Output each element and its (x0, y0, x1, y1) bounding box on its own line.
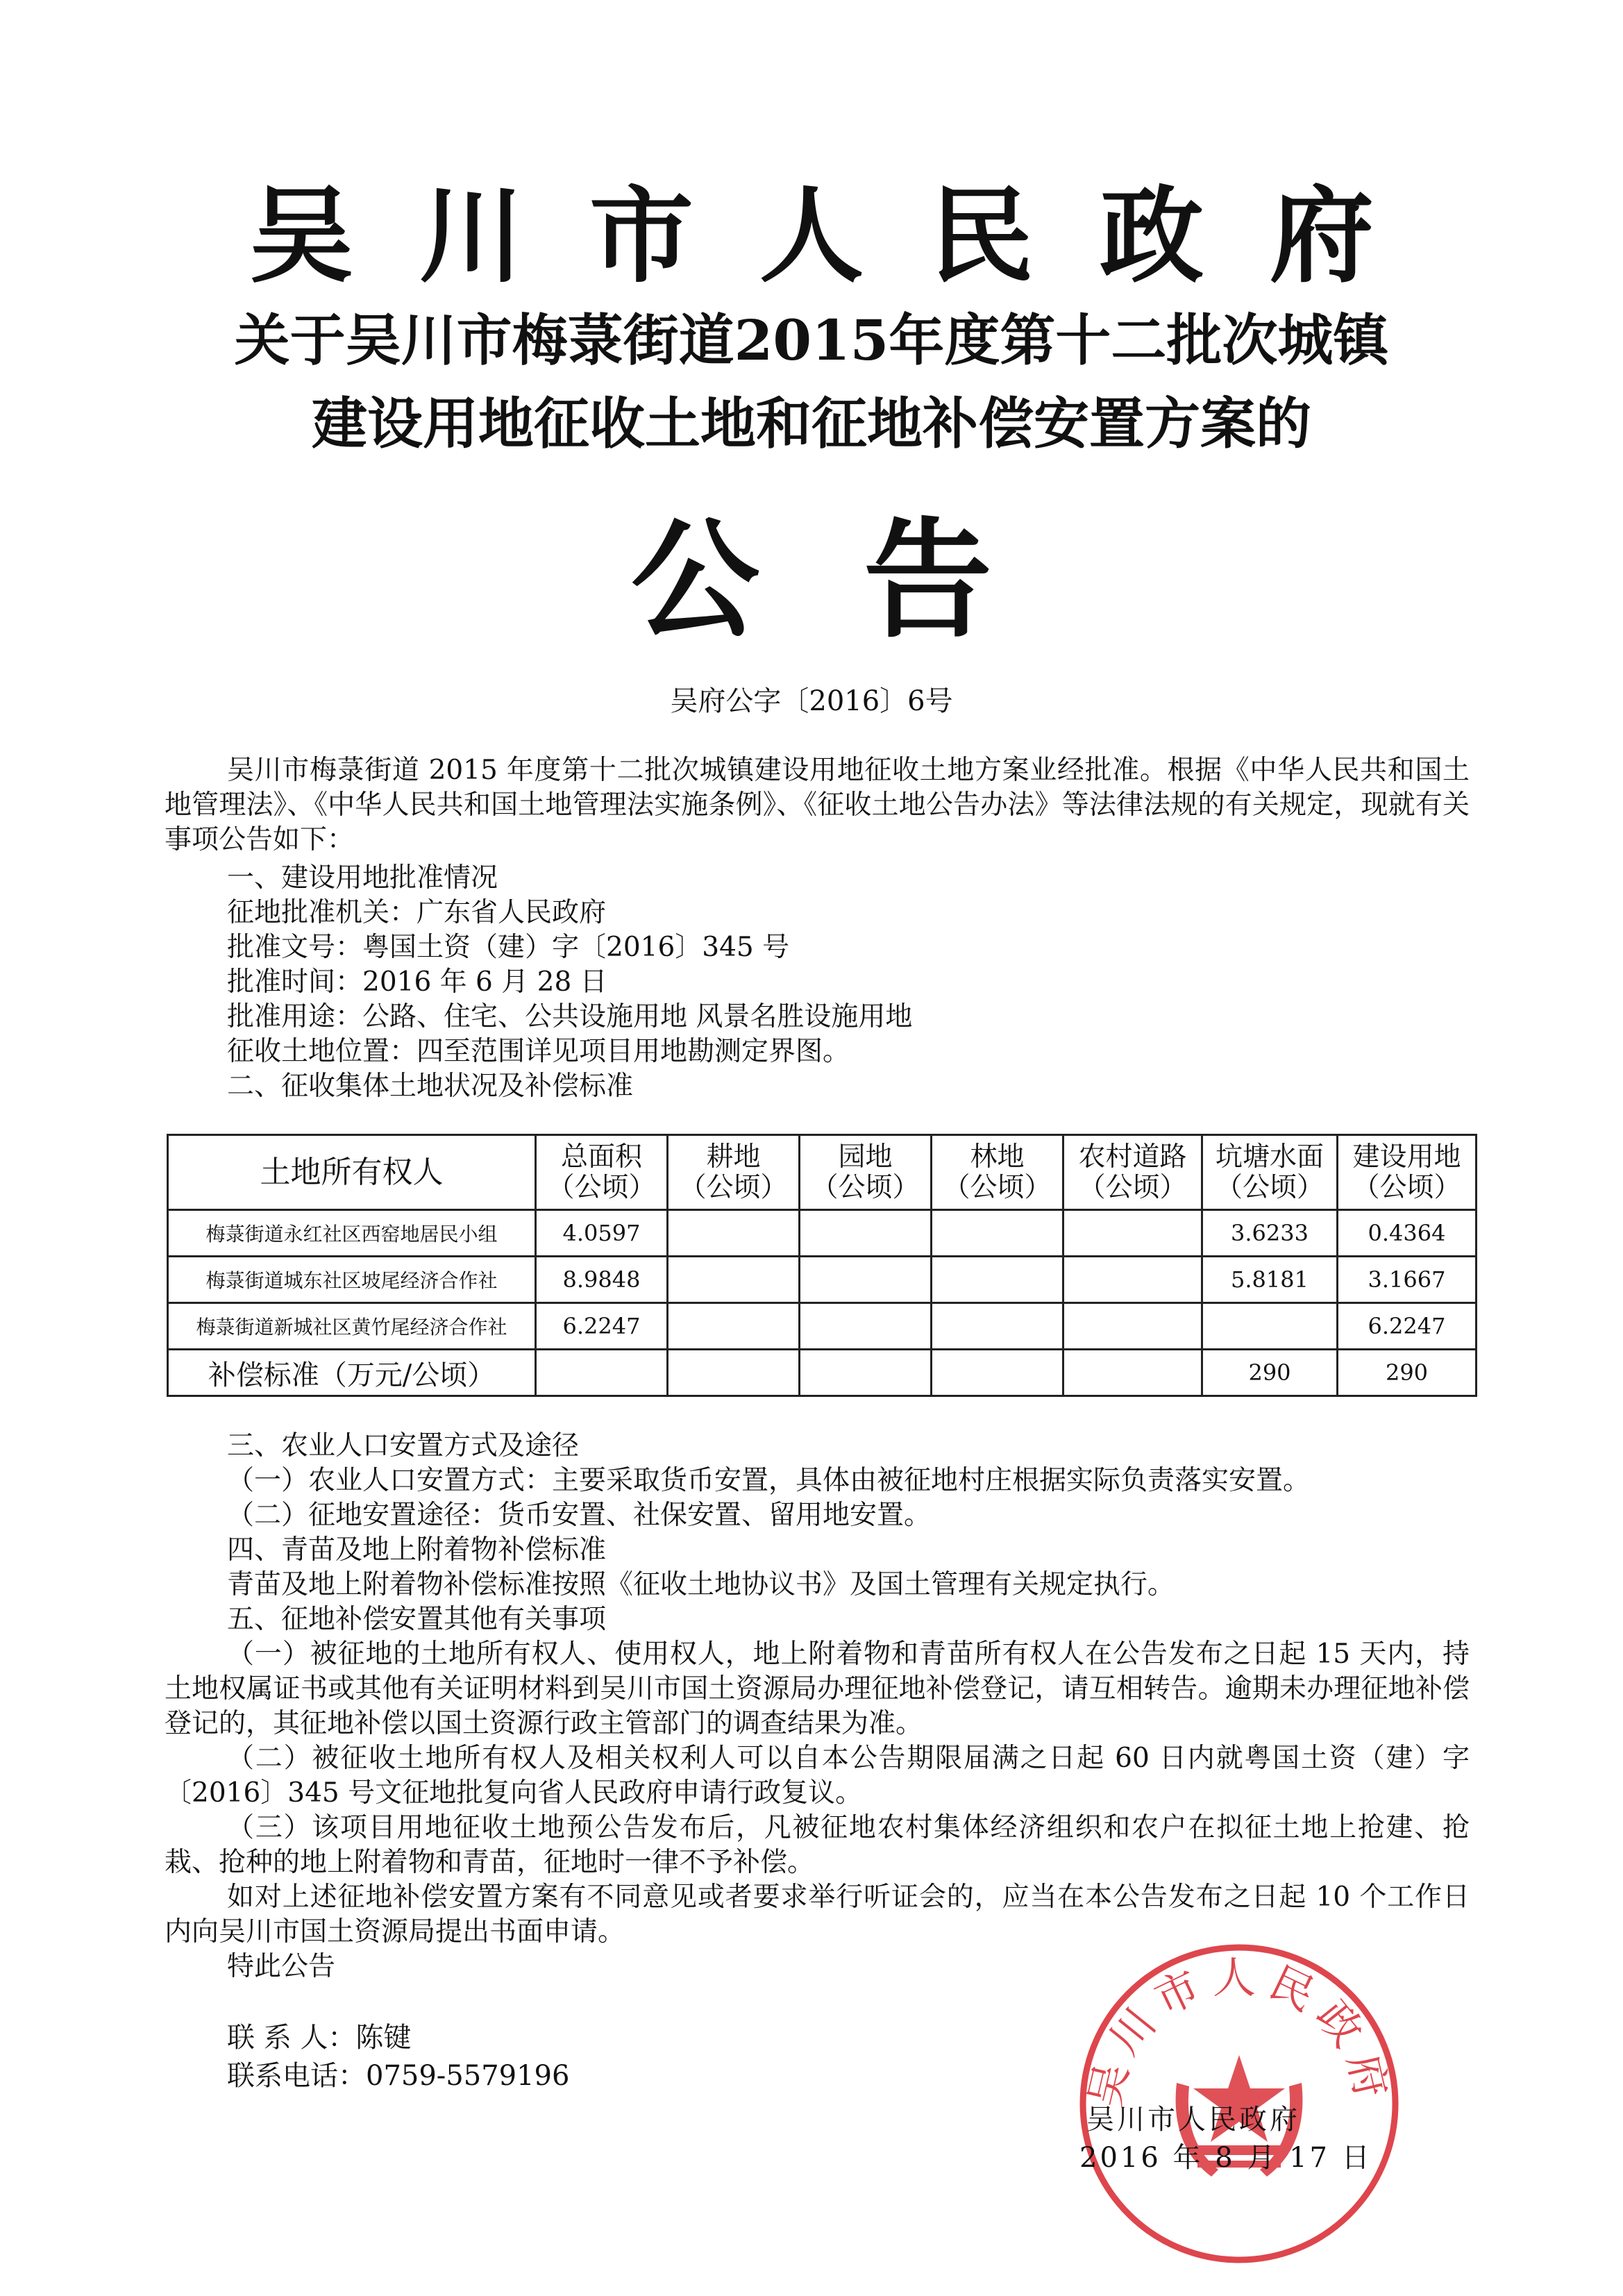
section-3-item-2: （二）征地安置途径：货币安置、社保安置、留用地安置。 (227, 1500, 932, 1531)
section-4-heading: 四、青苗及地上附着物补偿标准 (227, 1534, 607, 1566)
subtitle-line-2: 建设用地征收土地和征地补偿安置方案的 (312, 391, 1311, 456)
standard-rural-road (1063, 1350, 1202, 1396)
signature-date: 2016 年 8 月 17 日 (1079, 2142, 1372, 2174)
section-5-item-2: （二）被征收土地所有权人及相关权利人可以自本公告期限届满之日起 60 日内就粤国土资（建）字〔2016〕345 号文征地批复向省人民政府申请行政复议。 (165, 1743, 1470, 1809)
cell-construction-land: 3.1667 (1338, 1257, 1477, 1303)
standard-total-area (536, 1350, 668, 1396)
table-row (168, 1210, 1477, 1257)
header-pond-water (1202, 1135, 1338, 1210)
cell-rural-road (1063, 1303, 1202, 1350)
land-table (167, 1134, 1477, 1397)
land-location: 征收土地位置：四至范围详见项目用地勘测定界图。 (227, 1036, 850, 1067)
standard-farmland (668, 1350, 800, 1396)
header-total-area (536, 1135, 668, 1210)
approval-authority: 征地批准机关：广东省人民政府 (227, 897, 607, 928)
cell-owner: 梅菉街道新城社区黄竹尾经济合作社 (168, 1303, 536, 1350)
cell-forest (932, 1303, 1063, 1350)
cell-owner: 梅菉街道城东社区坡尾经济合作社 (168, 1257, 536, 1303)
subtitle-line-1: 关于吴川市梅菉街道2015年度第十二批次城镇 (234, 308, 1389, 373)
cell-rural-road (1063, 1257, 1202, 1303)
header-owner: 土地所有权人 (168, 1135, 536, 1210)
compensation-standard-row (168, 1350, 1477, 1396)
section-3-item-1: （一）农业人口安置方式：主要采取货币安置，具体由被征地村庄根据实际负责落实安置。 (227, 1465, 1311, 1496)
standard-construction-land: 290 (1338, 1350, 1477, 1396)
cell-pond-water: 3.6233 (1202, 1210, 1338, 1257)
header-total-area-label: 总面积 （公顷） (547, 1141, 656, 1203)
section-5-heading: 五、征地补偿安置其他有关事项 (227, 1604, 607, 1635)
cell-total-area: 8.9848 (536, 1257, 668, 1303)
header-farmland-label: 耕地 （公顷） (679, 1141, 788, 1203)
cell-garden (800, 1257, 932, 1303)
header-rural-road-label: 农村道路 （公顷） (1078, 1141, 1187, 1203)
compensation-standard-label: 补偿标准（万元/公顷） (168, 1350, 536, 1396)
section-3-heading: 三、农业人口安置方式及途径 (227, 1430, 580, 1461)
header-construction-land (1338, 1135, 1477, 1210)
cell-construction-land: 0.4364 (1338, 1210, 1477, 1257)
cell-farmland (668, 1210, 800, 1257)
section-1-heading: 一、建设用地批准情况 (227, 862, 498, 894)
header-farmland (668, 1135, 800, 1210)
approval-document-number: 批准文号：粤国土资（建）字〔2016〕345 号 (227, 932, 790, 963)
contact-phone: 联系电话：0759-5579196 (227, 2060, 570, 2092)
table-row (168, 1303, 1477, 1350)
svg-text:吴川市人民政府: 吴川市人民政府 (1079, 1952, 1399, 2112)
cell-forest (932, 1210, 1063, 1257)
table-row (168, 1257, 1477, 1303)
standard-pond-water: 290 (1202, 1350, 1338, 1396)
document-number: 吴府公字〔2016〕6号 (670, 685, 953, 717)
closing-text: 特此公告 (227, 1951, 336, 1982)
header-construction-land-label: 建设用地 （公顷） (1352, 1141, 1461, 1203)
approval-date: 批准时间：2016 年 6 月 28 日 (227, 966, 607, 998)
cell-pond-water: 5.8181 (1202, 1257, 1338, 1303)
header-garden (800, 1135, 932, 1210)
cell-construction-land: 6.2247 (1338, 1303, 1477, 1350)
contact-person: 联 系 人：陈键 (227, 2022, 412, 2054)
section-5-item-3: （三）该项目用地征收土地预公告发布后，凡被征地农村集体经济组织和农户在拟征土地上抢建、抢栽、抢种的地上附着物和青苗，征地时一律不予补偿。 (165, 1812, 1470, 1878)
header-forest (932, 1135, 1063, 1210)
cell-pond-water (1202, 1303, 1338, 1350)
cell-total-area: 4.0597 (536, 1210, 668, 1257)
signature-organization: 吴川市人民政府 (1086, 2104, 1300, 2136)
table-header-row (168, 1135, 1477, 1210)
intro-paragraph: 吴川市梅菉街道 2015 年度第十二批次城镇建设用地征收土地方案业经批准。根据《中华人民共和国土地管理法》、《中华人民共和国土地管理法实施条例》、《征收土地公告办法》等法律法规的有关规定，现就有关事项公告如下： (165, 755, 1470, 855)
header-forest-label: 林地 （公顷） (943, 1141, 1052, 1203)
cell-rural-road (1063, 1210, 1202, 1257)
section-2-heading: 二、征收集体土地状况及补偿标准 (227, 1071, 634, 1102)
section-5-item-1: （一）被征地的土地所有权人、使用权人，地上附着物和青苗所有权人在公告发布之日起 15 天内，持土地权属证书或其他有关证明材料到吴川市国土资源局办理征地补偿登记，请互相转告。逾期未办理征地补偿登记的，其征地补偿以国土资源行政主管部门的调查结果为准。 (165, 1639, 1470, 1739)
cell-total-area: 6.2247 (536, 1303, 668, 1350)
cell-farmland (668, 1257, 800, 1303)
cell-garden (800, 1210, 932, 1257)
standard-forest (932, 1350, 1063, 1396)
section-4-text: 青苗及地上附着物补偿标准按照《征收土地协议书》及国土管理有关规定执行。 (227, 1569, 1175, 1600)
cell-garden (800, 1303, 932, 1350)
hearing-paragraph: 如对上述征地补偿安置方案有不同意见或者要求举行听证会的，应当在本公告发布之日起 10 个工作日内向吴川市国土资源局提出书面申请。 (165, 1882, 1470, 1947)
cell-farmland (668, 1303, 800, 1350)
standard-garden (800, 1350, 932, 1396)
cell-forest (932, 1257, 1063, 1303)
header-pond-water-label: 坑塘水面 （公顷） (1215, 1141, 1324, 1203)
approval-usage: 批准用途：公路、住宅、公共设施用地 风景名胜设施用地 (227, 1001, 913, 1032)
notice-title: 公告 (631, 504, 1096, 655)
government-title: 吴川市人民政府 (249, 175, 1440, 297)
header-rural-road (1063, 1135, 1202, 1210)
cell-owner: 梅菉街道永红社区西窑地居民小组 (168, 1210, 536, 1257)
header-garden-label: 园地 （公顷） (811, 1141, 920, 1203)
